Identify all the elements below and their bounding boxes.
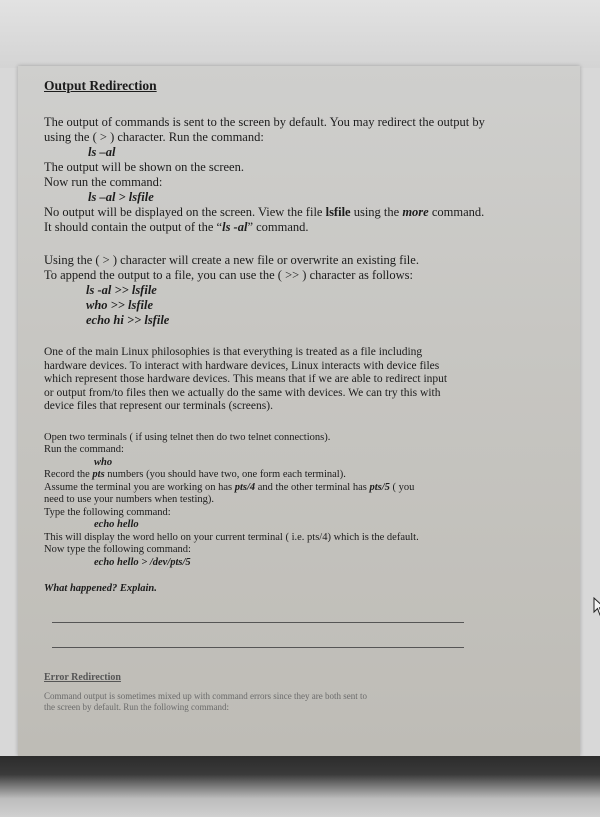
- append-command-2: who >> lsfile: [86, 298, 154, 312]
- append-command-1: ls -al >> lsfile: [86, 283, 157, 297]
- mouse-cursor-icon: [593, 597, 600, 617]
- philosophy-line-2: hardware devices. To interact with hardware devices, Linux interacts with device files: [44, 359, 440, 372]
- assume-terminal-line-2: need to use your numbers when testing).: [44, 494, 215, 505]
- no-output-line-1: No output will be displayed on the screen. View the file lsfile using the more command.: [44, 205, 485, 219]
- command-ls-redirect: ls –al > lsfile: [88, 190, 154, 204]
- background-bottom: [0, 756, 600, 817]
- intro-line-1: The output of commands is sent to the screen by default. You may redirect the output by: [44, 115, 485, 129]
- now-type-text: Now type the following command:: [44, 544, 191, 555]
- now-run-text: Now run the command:: [44, 175, 163, 189]
- background-top: [0, 0, 600, 68]
- philosophy-line-4: or output from/to files then we actually do the same with devices. We can try this with: [44, 386, 441, 399]
- append-line-2: To append the output to a file, you can use the ( >> ) character as follows:: [44, 268, 414, 282]
- command-ls-al: ls –al: [88, 145, 116, 159]
- command-echo-dev-pts: echo hello > /dev/pts/5: [94, 556, 191, 568]
- assume-terminal-line-1: Assume the terminal you are working on has pts/4 and the other terminal has pts/5 ( you: [44, 481, 415, 493]
- error-line-1: Command output is sometimes mixed up with command errors since they are both sent to: [44, 690, 367, 701]
- document-page: [18, 66, 580, 756]
- error-line-2: the screen by default. Run the following command:: [44, 701, 229, 712]
- command-echo-hello: echo hello: [94, 519, 139, 530]
- question-what-happened: What happened? Explain.: [44, 583, 157, 594]
- error-redirection-title: Error Redirection: [44, 671, 121, 683]
- type-following-text: Type the following command:: [44, 506, 171, 518]
- philosophy-line-5: device files that represent our terminals (screens).: [44, 400, 273, 412]
- philosophy-line-3: which represent those hardware devices. This means that if we are able to redirect input: [44, 373, 448, 385]
- open-terminals-text: Open two terminals ( if using telnet then do two telnet connections).: [44, 431, 331, 443]
- append-command-3: echo hi >> lsfile: [86, 313, 170, 327]
- no-output-line-2: It should contain the output of the “ls -al” command.: [44, 220, 309, 234]
- section-title: Output Redirection: [44, 78, 157, 93]
- intro-line-2: using the ( > ) character. Run the command:: [44, 130, 264, 144]
- command-who: who: [94, 456, 113, 468]
- shown-on-screen-text: The output will be shown on the screen.: [44, 160, 244, 174]
- run-command-text: Run the command:: [44, 444, 124, 455]
- append-line-1: Using the ( > ) character will create a new file or overwrite an existing file.: [44, 253, 419, 267]
- philosophy-line-1: One of the main Linux philosophies is that everything is treated as a file including: [44, 346, 423, 358]
- document-content: [44, 78, 564, 713]
- record-pts-text: Record the pts numbers (you should have two, one form each terminal).: [44, 469, 346, 480]
- display-hello-text: This will display the word hello on your current terminal ( i.e. pts/4) which is the default.: [44, 531, 419, 543]
